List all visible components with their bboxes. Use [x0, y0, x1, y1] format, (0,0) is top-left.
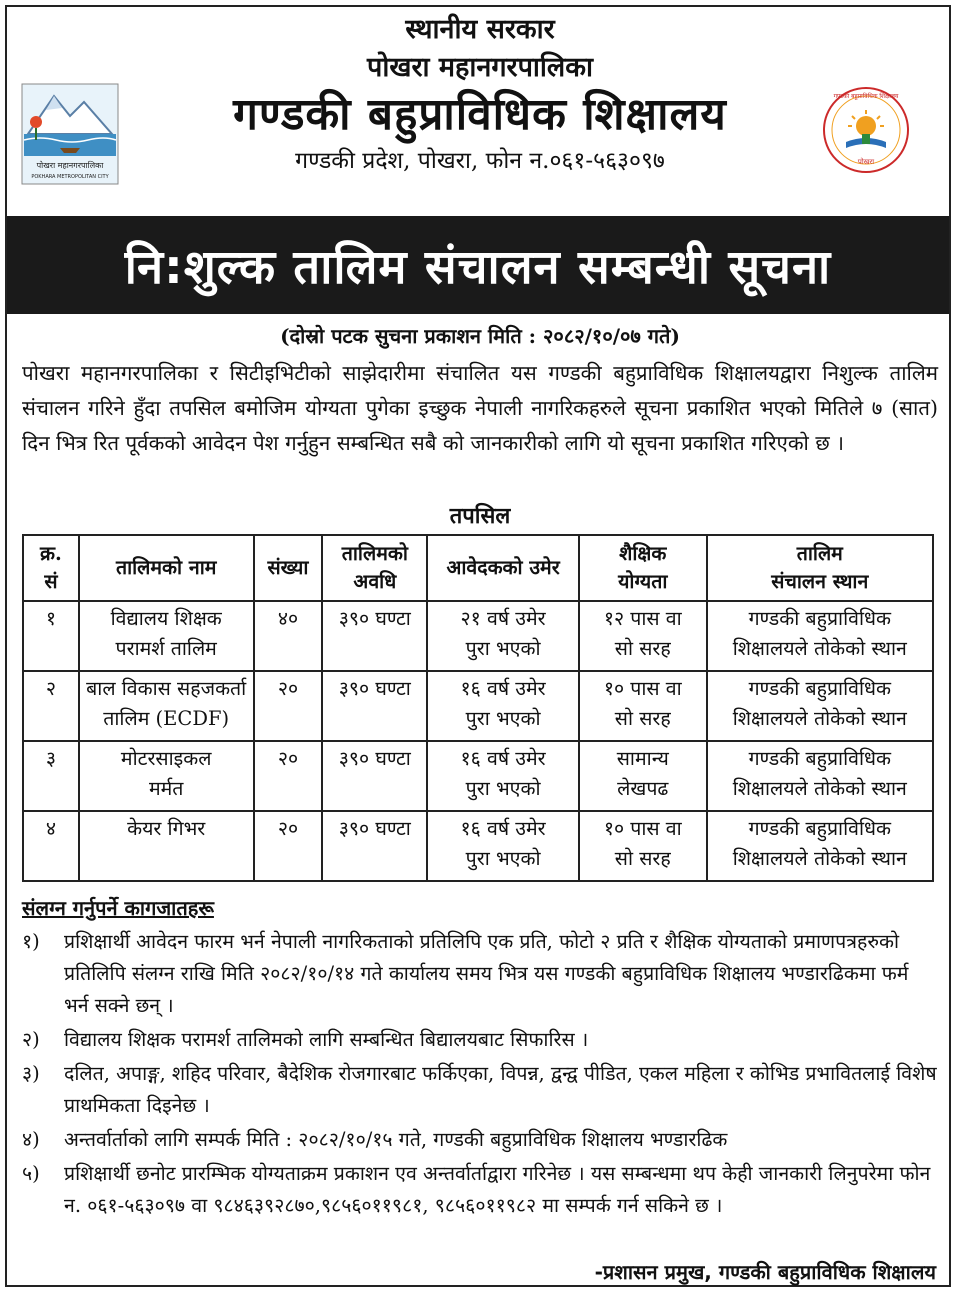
schedule-heading: तपसिल [449, 503, 511, 529]
list-item-text: विद्यालय शिक्षक परामर्श तालिमको लागि सम्बन्धित बिद्यालयबाट सिफारिस । [64, 1028, 589, 1051]
list-item [22, 1158, 938, 1222]
col-header-qualification: शैक्षिक योग्यता [579, 535, 707, 601]
cell-qualification: सामान्य लेखपढ [579, 741, 707, 811]
list-item-number: २) [22, 1028, 40, 1051]
notice-banner: नि:शुल्क तालिम संचालन सम्बन्धी सूचना [7, 216, 949, 314]
cell-location: गण्डकी बहुप्राविधिक शिक्षालयले तोकेको स्थान [707, 671, 933, 741]
annex-heading: संलग्न गर्नुपर्ने कागजातहरू [22, 896, 214, 920]
right-logo-text: गण्डकी बहुप्राविधिक शिक्षालय [833, 93, 899, 100]
cell-age: १६ वर्ष उमेर पुरा भएको [427, 671, 579, 741]
intro-paragraph: पोखरा महानगरपालिका र सिटीइभिटीको साझेदारीमा संचालित यस गण्डकी बहुप्राविधिक शिक्षालयद्वारा निशुल्क तालिम संचालन गरिने हुँदा तपसिल बमोजिम योग्यता पुगेका इच्छुक नेपाली नागरिकहरुले सूचना प्रकाशित भएको मितिले ७ (सात) दिन भित्र रित पूर्वकको आवेदन पेश गर्नुहुन सम्बन्धित सबै को जानकारीको लागि यो सूचना प्रकाशित गरिएको छ । [22, 361, 938, 455]
institution-title: गण्डकी बहुप्राविधिक शिक्षालय [233, 89, 727, 140]
cell-count: ४० [254, 601, 323, 671]
col-header-count: संख्या [254, 535, 323, 601]
cell-age: १६ वर्ष उमेर पुरा भएको [427, 741, 579, 811]
cell-name: मोटरसाइकल मर्मत [79, 741, 254, 811]
publication-date: (दोस्रो पटक सुचना प्रकाशन मिति : २०८२/१०/०७ गते) [280, 324, 680, 348]
col-header-location: तालिम संचालन स्थान [707, 535, 933, 601]
gandaki-polytechnic-logo [816, 84, 916, 184]
cell-duration: ३९० घण्टा [322, 601, 427, 671]
col-header-age: आवेदकको उमेर [427, 535, 579, 601]
list-item [22, 1124, 938, 1156]
list-item-number: ५) [22, 1162, 40, 1185]
right-logo-subtext: पोखरा [857, 158, 875, 166]
annex-list [22, 926, 938, 1224]
list-item-text: प्रशिक्षार्थी आवेदन फारम भर्न नेपाली नागरिकताको प्रतिलिपि एक प्रति, फोटो २ प्रति र शैक्षिक योग्यताको प्रमाणपत्रहरुको प्रतिलिपि संलग्न राखि मिति २०८२/१०/१४ गते कार्यालय समय भित्र यस गण्डकी बहुप्राविधिक शिक्षालय भण्डारढिकमा फर्म भर्न सक्ने छन् । [64, 930, 909, 1017]
table-row [23, 741, 933, 811]
cell-age: १६ वर्ष उमेर पुरा भएको [427, 811, 579, 881]
list-item [22, 926, 938, 1022]
table-row [23, 671, 933, 741]
list-item-text: अन्तर्वार्ताको लागि सम्पर्क मिति : २०८२/१०/१५ गते, गण्डकी बहुप्राविधिक शिक्षालय भण्डारढिक [64, 1128, 728, 1151]
cell-sn: १ [23, 601, 79, 671]
signature: -प्रशासन प्रमुख, गण्डकी बहुप्राविधिक शिक्षालय [594, 1260, 936, 1284]
cell-qualification: १२ पास वा सो सरह [579, 601, 707, 671]
list-item [22, 1058, 938, 1122]
col-header-sn: क्र. सं [23, 535, 79, 601]
header-local-government: स्थानीय सरकार [405, 14, 555, 45]
cell-location: गण्डकी बहुप्राविधिक शिक्षालयले तोकेको स्थान [707, 601, 933, 671]
cell-duration: ३९० घण्टा [322, 671, 427, 741]
institution-address: गण्डकी प्रदेश, पोखरा, फोन न.०६१-५६३०९७ [295, 148, 665, 174]
cell-sn: ४ [23, 811, 79, 881]
cell-qualification: १० पास वा सो सरह [579, 671, 707, 741]
cell-name: केयर गिभर [79, 811, 254, 881]
pokhara-metropolitan-logo [20, 82, 120, 186]
header-municipality: पोखरा महानगरपालिका [367, 52, 593, 83]
list-item-text: दलित, अपाङ्ग, शहिद परिवार, बैदेशिक रोजगारबाट फर्किएका, विपन्न, द्वन्द्व पीडित, एकल महिला र कोभिड प्रभावितलाई विशेष प्राथमिकता दिइनेछ । [64, 1062, 937, 1117]
cell-duration: ३९० घण्टा [322, 811, 427, 881]
cell-age: २१ वर्ष उमेर पुरा भएको [427, 601, 579, 671]
cell-name: बाल विकास सहजकर्ता तालिम (ECDF) [79, 671, 254, 741]
cell-count: २० [254, 811, 323, 881]
cell-sn: २ [23, 671, 79, 741]
list-item [22, 1024, 938, 1056]
cell-sn: ३ [23, 741, 79, 811]
cell-location: गण्डकी बहुप्राविधिक शिक्षालयले तोकेको स्थान [707, 741, 933, 811]
col-header-name: तालिमको नाम [79, 535, 254, 601]
table-header-row [23, 535, 933, 601]
cell-name: विद्यालय शिक्षक परामर्श तालिम [79, 601, 254, 671]
list-item-number: ३) [22, 1062, 40, 1085]
list-item-number: १) [22, 930, 40, 953]
cell-qualification: १० पास वा सो सरह [579, 811, 707, 881]
left-logo-text: पोखरा महानगरपालिका [36, 161, 104, 170]
cell-location: गण्डकी बहुप्राविधिक शिक्षालयले तोकेको स्थान [707, 811, 933, 881]
list-item-number: ४) [22, 1128, 40, 1151]
col-header-duration: तालिमको अवधि [322, 535, 427, 601]
left-logo-subtext: POKHARA METROPOLITAN CITY [31, 174, 109, 180]
cell-count: २० [254, 671, 323, 741]
table-row [23, 601, 933, 671]
table-row [23, 811, 933, 881]
cell-count: २० [254, 741, 323, 811]
cell-duration: ३९० घण्टा [322, 741, 427, 811]
list-item-text: प्रशिक्षार्थी छनोट प्रारम्भिक योग्यताक्रम प्रकाशन एव अन्तर्वार्ताद्वारा गरिनेछ । यस सम्बन्धमा थप केही जानकारी लिनुपरेमा फोन न. ०६१-५६३०९७ वा ९८४६३९२८७०,९८५६०११९८१, ९८५६०११९८२ मा सम्पर्क गर्न सकिने छ । [64, 1162, 931, 1217]
training-table [22, 534, 934, 882]
